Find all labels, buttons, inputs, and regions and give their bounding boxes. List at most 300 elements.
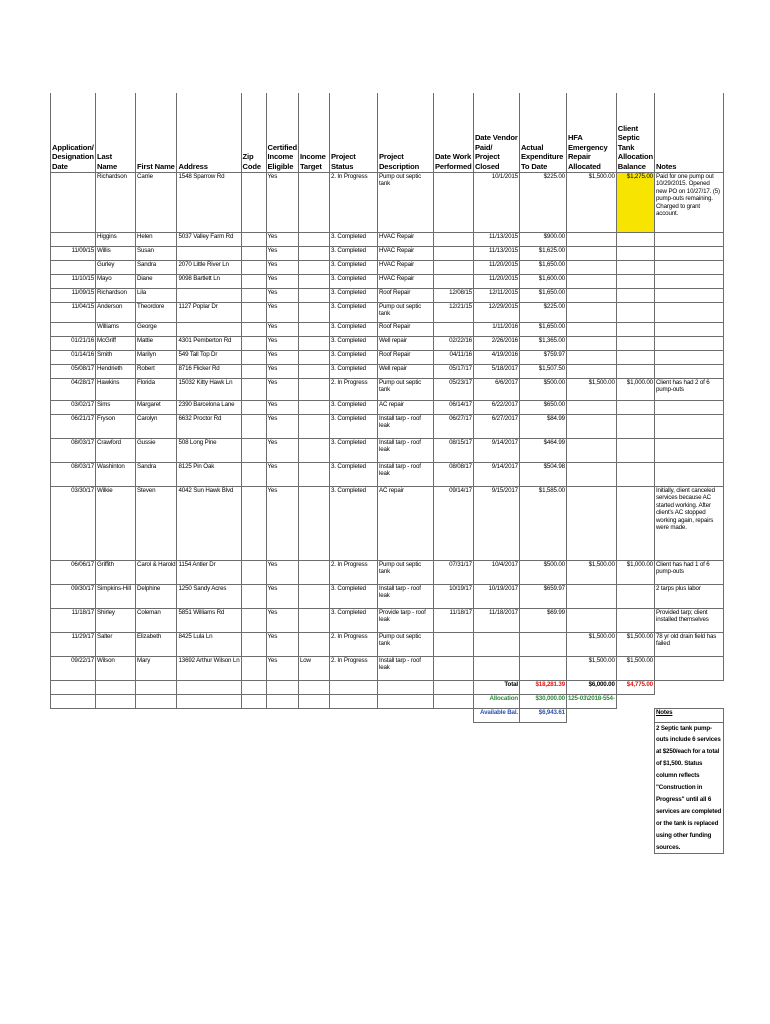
cell-date-paid: 12/11/2015 bbox=[473, 288, 519, 302]
cell-notes bbox=[654, 400, 723, 414]
cell-income-target bbox=[298, 632, 329, 656]
allocation-label: Allocation bbox=[473, 694, 519, 708]
cell-notes bbox=[654, 260, 723, 274]
cell-address: 15032 Kitty Hawk Ln bbox=[177, 378, 241, 400]
cell-project-description: Pump out septic tank bbox=[377, 632, 433, 656]
cell-hfa-allocated bbox=[566, 364, 616, 378]
cell-address: 6632 Proctor Rd bbox=[177, 414, 241, 438]
cell-income-target bbox=[298, 232, 329, 246]
cell-project-status: 3. Completed bbox=[329, 364, 377, 378]
cell-date-work bbox=[433, 632, 473, 656]
col-header-target: Income Target bbox=[298, 93, 329, 172]
cell-income-target bbox=[298, 378, 329, 400]
total-row bbox=[51, 680, 724, 694]
cell-allocation-balance bbox=[616, 364, 654, 378]
cell-allocation-balance: $1,275.00 bbox=[616, 172, 654, 232]
cell-last-name: Wilson bbox=[96, 656, 136, 680]
cell-app-date: 08/03/17 bbox=[51, 462, 96, 486]
cell-project-description: Install tarp - roof leak bbox=[377, 584, 433, 608]
cell-last-name: McGriff bbox=[96, 336, 136, 350]
cell-hfa-allocated bbox=[566, 322, 616, 336]
cell-app-date: 01/14/16 bbox=[51, 350, 96, 364]
cell-app-date: 11/29/17 bbox=[51, 632, 96, 656]
cell-address: 5851 Williams Rd bbox=[177, 608, 241, 632]
cell-first-name: Carolyn bbox=[136, 414, 177, 438]
col-header-balance: Client Septic Tank Allocation Balance bbox=[616, 93, 654, 172]
table-row bbox=[51, 302, 724, 322]
cell-actual-expenditure: $1,625.00 bbox=[519, 246, 566, 260]
col-header-zip: Zip Code bbox=[241, 93, 266, 172]
cell-actual-expenditure: $225.00 bbox=[519, 172, 566, 232]
cell-address: 13692 Arthur Wilson Ln bbox=[177, 656, 241, 680]
cell-date-work: 10/19/17 bbox=[433, 584, 473, 608]
notes-box-row bbox=[51, 722, 724, 854]
table-row bbox=[51, 656, 724, 680]
cell-project-description: Pump out septic tank bbox=[377, 302, 433, 322]
cell-project-status: 3. Completed bbox=[329, 350, 377, 364]
cell-date-work bbox=[433, 260, 473, 274]
cell-address: 508 Long Pine bbox=[177, 438, 241, 462]
cell-address: 4301 Pemberton Rd bbox=[177, 336, 241, 350]
cell-zip-code bbox=[241, 274, 266, 288]
total-actual: $18,281.39 bbox=[519, 680, 566, 694]
cell-date-work: 11/18/17 bbox=[433, 608, 473, 632]
cell-last-name: Hawkins bbox=[96, 378, 136, 400]
cell-notes bbox=[654, 302, 723, 322]
allocation-row bbox=[51, 694, 724, 708]
cell-income-target bbox=[298, 584, 329, 608]
cell-project-description: Pump out septic tank bbox=[377, 172, 433, 232]
cell-address: 1154 Antler Dr bbox=[177, 560, 241, 584]
cell-first-name: Helen bbox=[136, 232, 177, 246]
cell-project-description: HVAC Repair bbox=[377, 232, 433, 246]
cell-income-eligible: Yes bbox=[266, 260, 298, 274]
cell-zip-code bbox=[241, 322, 266, 336]
cell-address: 1127 Poplar Dr bbox=[177, 302, 241, 322]
cell-actual-expenditure: $464.99 bbox=[519, 438, 566, 462]
cell-date-paid bbox=[473, 656, 519, 680]
cell-income-eligible: Yes bbox=[266, 462, 298, 486]
cell-notes bbox=[654, 246, 723, 260]
cell-notes bbox=[654, 414, 723, 438]
cell-address bbox=[177, 322, 241, 336]
cell-project-description: Provide tarp - roof leak bbox=[377, 608, 433, 632]
cell-hfa-allocated: $1,500.00 bbox=[566, 632, 616, 656]
cell-income-eligible: Yes bbox=[266, 438, 298, 462]
col-header-address: Address bbox=[177, 93, 241, 172]
cell-allocation-balance bbox=[616, 322, 654, 336]
cell-project-status: 3. Completed bbox=[329, 400, 377, 414]
cell-app-date bbox=[51, 322, 96, 336]
cell-project-description: AC repair bbox=[377, 400, 433, 414]
cell-date-paid: 6/6/2017 bbox=[473, 378, 519, 400]
cell-actual-expenditure bbox=[519, 656, 566, 680]
cell-zip-code bbox=[241, 560, 266, 584]
cell-zip-code bbox=[241, 632, 266, 656]
cell-income-target bbox=[298, 172, 329, 232]
cell-project-status: 2. In Progress bbox=[329, 560, 377, 584]
cell-income-eligible: Yes bbox=[266, 364, 298, 378]
cell-actual-expenditure: $1,585.00 bbox=[519, 486, 566, 560]
cell-zip-code bbox=[241, 486, 266, 560]
cell-actual-expenditure: $500.00 bbox=[519, 560, 566, 584]
cell-date-paid: 9/14/2017 bbox=[473, 438, 519, 462]
cell-date-work: 08/15/17 bbox=[433, 438, 473, 462]
cell-date-paid: 5/18/2017 bbox=[473, 364, 519, 378]
col-header-actual: Actual Expenditure To Date bbox=[519, 93, 566, 172]
cell-project-status: 2. In Progress bbox=[329, 378, 377, 400]
cell-address: 9098 Bartlett Ln bbox=[177, 274, 241, 288]
cell-last-name: Mayo bbox=[96, 274, 136, 288]
cell-project-description: Install tarp - roof leak bbox=[377, 438, 433, 462]
cell-zip-code bbox=[241, 336, 266, 350]
table-row bbox=[51, 274, 724, 288]
cell-project-description: HVAC Repair bbox=[377, 246, 433, 260]
cell-last-name: Fryson bbox=[96, 414, 136, 438]
cell-hfa-allocated: $1,500.00 bbox=[566, 560, 616, 584]
cell-income-eligible: Yes bbox=[266, 632, 298, 656]
cell-date-work: 12/08/15 bbox=[433, 288, 473, 302]
cell-address: 8716 Flicker Rd bbox=[177, 364, 241, 378]
project-table bbox=[50, 93, 724, 854]
cell-actual-expenditure: $500.00 bbox=[519, 378, 566, 400]
cell-address: 549 Tall Top Dr bbox=[177, 350, 241, 364]
cell-project-status: 3. Completed bbox=[329, 336, 377, 350]
cell-first-name: Gussie bbox=[136, 438, 177, 462]
cell-zip-code bbox=[241, 232, 266, 246]
cell-last-name: Sims bbox=[96, 400, 136, 414]
cell-date-work: 06/14/17 bbox=[433, 400, 473, 414]
cell-notes bbox=[654, 288, 723, 302]
cell-last-name: Washinton bbox=[96, 462, 136, 486]
cell-income-eligible: Yes bbox=[266, 608, 298, 632]
cell-app-date: 01/21/16 bbox=[51, 336, 96, 350]
cell-project-status: 3. Completed bbox=[329, 438, 377, 462]
cell-notes: Paid for one pump out 10/29/2015. Opened new PO on 10/27/17. (5) pump-outs remaining. Charged to grant account. bbox=[654, 172, 723, 232]
cell-income-target bbox=[298, 336, 329, 350]
cell-date-work bbox=[433, 246, 473, 260]
cell-income-eligible: Yes bbox=[266, 336, 298, 350]
cell-app-date: 06/21/17 bbox=[51, 414, 96, 438]
cell-allocation-balance bbox=[616, 584, 654, 608]
col-header-closed: Date Vendor Paid/ Project Closed bbox=[473, 93, 519, 172]
cell-first-name: Coleman bbox=[136, 608, 177, 632]
cell-zip-code bbox=[241, 260, 266, 274]
cell-date-paid: 10/1/2015 bbox=[473, 172, 519, 232]
cell-actual-expenditure: $69.99 bbox=[519, 608, 566, 632]
table-row bbox=[51, 288, 724, 302]
cell-income-eligible: Yes bbox=[266, 274, 298, 288]
allocation-value: $30,000.00 bbox=[519, 694, 566, 708]
cell-income-target bbox=[298, 288, 329, 302]
cell-address bbox=[177, 288, 241, 302]
cell-zip-code bbox=[241, 302, 266, 322]
table-row bbox=[51, 486, 724, 560]
cell-project-status: 3. Completed bbox=[329, 260, 377, 274]
cell-project-description: AC repair bbox=[377, 486, 433, 560]
cell-income-target bbox=[298, 260, 329, 274]
cell-address: 1548 Sparrow Rd bbox=[177, 172, 241, 232]
col-header-notes: Notes bbox=[654, 93, 723, 172]
cell-last-name: Gurley bbox=[96, 260, 136, 274]
table-row bbox=[51, 414, 724, 438]
cell-hfa-allocated bbox=[566, 302, 616, 322]
cell-last-name: Shirley bbox=[96, 608, 136, 632]
cell-app-date: 04/28/17 bbox=[51, 378, 96, 400]
cell-actual-expenditure: $84.99 bbox=[519, 414, 566, 438]
cell-hfa-allocated bbox=[566, 608, 616, 632]
available-label: Available Bal. bbox=[473, 708, 519, 722]
cell-actual-expenditure: $659.97 bbox=[519, 584, 566, 608]
cell-income-eligible: Yes bbox=[266, 656, 298, 680]
cell-app-date: 05/08/17 bbox=[51, 364, 96, 378]
cell-last-name: Wilkie bbox=[96, 486, 136, 560]
table-row bbox=[51, 260, 724, 274]
cell-first-name: Mary bbox=[136, 656, 177, 680]
cell-allocation-balance bbox=[616, 486, 654, 560]
cell-income-target bbox=[298, 438, 329, 462]
cell-last-name: Williams bbox=[96, 322, 136, 336]
cell-app-date: 11/04/15 bbox=[51, 302, 96, 322]
cell-first-name: Elizabeth bbox=[136, 632, 177, 656]
cell-project-status: 3. Completed bbox=[329, 246, 377, 260]
cell-app-date bbox=[51, 172, 96, 232]
cell-hfa-allocated: $1,500.00 bbox=[566, 378, 616, 400]
cell-zip-code bbox=[241, 378, 266, 400]
cell-address: 2070 Little River Ln bbox=[177, 260, 241, 274]
cell-first-name: Diane bbox=[136, 274, 177, 288]
cell-allocation-balance bbox=[616, 260, 654, 274]
cell-date-paid: 11/20/2015 bbox=[473, 274, 519, 288]
cell-allocation-balance bbox=[616, 462, 654, 486]
cell-actual-expenditure: $759.97 bbox=[519, 350, 566, 364]
cell-income-target bbox=[298, 274, 329, 288]
cell-project-status: 3. Completed bbox=[329, 486, 377, 560]
cell-date-paid: 9/14/2017 bbox=[473, 462, 519, 486]
cell-date-work: 09/14/17 bbox=[433, 486, 473, 560]
cell-actual-expenditure bbox=[519, 632, 566, 656]
cell-hfa-allocated bbox=[566, 232, 616, 246]
cell-zip-code bbox=[241, 246, 266, 260]
available-value: $6,943.61 bbox=[519, 708, 566, 722]
cell-project-description: Pump out septic tank bbox=[377, 378, 433, 400]
cell-first-name: Sandra bbox=[136, 260, 177, 274]
cell-zip-code bbox=[241, 364, 266, 378]
cell-project-status: 3. Completed bbox=[329, 584, 377, 608]
cell-hfa-allocated: $1,500.00 bbox=[566, 656, 616, 680]
table-row bbox=[51, 322, 724, 336]
cell-date-work bbox=[433, 232, 473, 246]
cell-actual-expenditure: $900.00 bbox=[519, 232, 566, 246]
cell-date-work: 06/27/17 bbox=[433, 414, 473, 438]
cell-income-target bbox=[298, 486, 329, 560]
cell-project-description: Roof Repair bbox=[377, 350, 433, 364]
cell-address bbox=[177, 246, 241, 260]
cell-date-work: 12/21/15 bbox=[433, 302, 473, 322]
cell-project-status: 3. Completed bbox=[329, 288, 377, 302]
col-header-first: First Name bbox=[136, 93, 177, 172]
cell-project-status: 2. In Progress bbox=[329, 656, 377, 680]
cell-income-eligible: Yes bbox=[266, 302, 298, 322]
cell-actual-expenditure: $504.98 bbox=[519, 462, 566, 486]
cell-hfa-allocated bbox=[566, 414, 616, 438]
cell-allocation-balance bbox=[616, 350, 654, 364]
allocation-code: 125-03\2018-554- bbox=[566, 694, 616, 708]
cell-address: 5037 Valley Farm Rd bbox=[177, 232, 241, 246]
cell-first-name: Margaret bbox=[136, 400, 177, 414]
cell-income-eligible: Yes bbox=[266, 246, 298, 260]
cell-app-date: 09/30/17 bbox=[51, 584, 96, 608]
cell-allocation-balance bbox=[616, 336, 654, 350]
table-row bbox=[51, 350, 724, 364]
cell-first-name: Theordore bbox=[136, 302, 177, 322]
cell-notes bbox=[654, 364, 723, 378]
cell-income-eligible: Yes bbox=[266, 378, 298, 400]
cell-first-name: Susan bbox=[136, 246, 177, 260]
cell-last-name: Salter bbox=[96, 632, 136, 656]
table-row bbox=[51, 462, 724, 486]
cell-notes: Client has had 1 of 6 pump-outs bbox=[654, 560, 723, 584]
cell-project-status: 2. In Progress bbox=[329, 632, 377, 656]
cell-date-paid: 10/19/2017 bbox=[473, 584, 519, 608]
cell-allocation-balance: $1,500.00 bbox=[616, 656, 654, 680]
col-header-hfa: HFA Emergency Repair Allocated bbox=[566, 93, 616, 172]
total-label: Total bbox=[473, 680, 519, 694]
cell-date-work: 07/31/17 bbox=[433, 560, 473, 584]
cell-project-description: Well repair bbox=[377, 336, 433, 350]
cell-notes bbox=[654, 462, 723, 486]
cell-zip-code bbox=[241, 656, 266, 680]
cell-date-paid: 1/11/2016 bbox=[473, 322, 519, 336]
cell-actual-expenditure: $1,650.00 bbox=[519, 288, 566, 302]
cell-last-name: Smith bbox=[96, 350, 136, 364]
cell-date-work: 02/22/16 bbox=[433, 336, 473, 350]
cell-income-eligible: Yes bbox=[266, 350, 298, 364]
cell-address: 1250 Sandy Acres bbox=[177, 584, 241, 608]
cell-income-eligible: Yes bbox=[266, 486, 298, 560]
cell-last-name: Willis bbox=[96, 246, 136, 260]
cell-date-paid: 11/13/2015 bbox=[473, 232, 519, 246]
col-header-description: Project Description bbox=[377, 93, 433, 172]
cell-notes: 2 tarps plus labor bbox=[654, 584, 723, 608]
notes-box-title: Notes bbox=[654, 708, 723, 722]
cell-date-paid: 11/18/2017 bbox=[473, 608, 519, 632]
cell-last-name: Richardson bbox=[96, 172, 136, 232]
cell-hfa-allocated bbox=[566, 336, 616, 350]
cell-date-work: 08/08/17 bbox=[433, 462, 473, 486]
cell-project-status: 3. Completed bbox=[329, 302, 377, 322]
cell-last-name: Anderson bbox=[96, 302, 136, 322]
cell-first-name: George bbox=[136, 322, 177, 336]
cell-notes bbox=[654, 274, 723, 288]
cell-hfa-allocated bbox=[566, 260, 616, 274]
cell-income-target bbox=[298, 414, 329, 438]
cell-project-status: 3. Completed bbox=[329, 608, 377, 632]
cell-date-paid: 2/26/2016 bbox=[473, 336, 519, 350]
cell-income-target bbox=[298, 302, 329, 322]
cell-allocation-balance bbox=[616, 438, 654, 462]
cell-allocation-balance: $1,500.00 bbox=[616, 632, 654, 656]
table-row bbox=[51, 560, 724, 584]
cell-app-date: 06/06/17 bbox=[51, 560, 96, 584]
cell-allocation-balance bbox=[616, 414, 654, 438]
cell-app-date: 11/10/15 bbox=[51, 274, 96, 288]
cell-first-name: Sandra bbox=[136, 462, 177, 486]
cell-last-name: Hendrieth bbox=[96, 364, 136, 378]
cell-date-paid: 12/29/2015 bbox=[473, 302, 519, 322]
cell-date-work bbox=[433, 274, 473, 288]
cell-allocation-balance bbox=[616, 274, 654, 288]
cell-income-eligible: Yes bbox=[266, 232, 298, 246]
cell-allocation-balance bbox=[616, 302, 654, 322]
cell-project-status: 3. Completed bbox=[329, 322, 377, 336]
cell-project-description: Install tarp - roof leak bbox=[377, 656, 433, 680]
cell-income-target bbox=[298, 350, 329, 364]
cell-project-description: Roof Repair bbox=[377, 322, 433, 336]
cell-app-date: 09/22/17 bbox=[51, 656, 96, 680]
cell-income-eligible: Yes bbox=[266, 322, 298, 336]
cell-income-eligible: Yes bbox=[266, 288, 298, 302]
cell-date-paid: 6/27/2017 bbox=[473, 414, 519, 438]
cell-zip-code bbox=[241, 288, 266, 302]
table-row bbox=[51, 632, 724, 656]
cell-date-work bbox=[433, 172, 473, 232]
cell-project-status: 3. Completed bbox=[329, 274, 377, 288]
table-row bbox=[51, 232, 724, 246]
cell-income-eligible: Yes bbox=[266, 560, 298, 584]
table-row bbox=[51, 584, 724, 608]
cell-hfa-allocated bbox=[566, 400, 616, 414]
spreadsheet bbox=[50, 93, 724, 854]
cell-income-eligible: Yes bbox=[266, 172, 298, 232]
cell-actual-expenditure: $1,365.00 bbox=[519, 336, 566, 350]
cell-hfa-allocated bbox=[566, 350, 616, 364]
col-header-eligible: Certified Income Eligible bbox=[266, 93, 298, 172]
cell-app-date bbox=[51, 232, 96, 246]
cell-address: 8125 Pin Oak bbox=[177, 462, 241, 486]
cell-hfa-allocated bbox=[566, 462, 616, 486]
table-row bbox=[51, 608, 724, 632]
cell-address: 4042 Sun Hawk Blvd bbox=[177, 486, 241, 560]
total-balance: $4,775.00 bbox=[616, 680, 654, 694]
cell-actual-expenditure: $1,600.00 bbox=[519, 274, 566, 288]
cell-zip-code bbox=[241, 414, 266, 438]
cell-date-paid bbox=[473, 632, 519, 656]
cell-last-name: Simpkins-Hill bbox=[96, 584, 136, 608]
cell-hfa-allocated bbox=[566, 438, 616, 462]
cell-notes bbox=[654, 322, 723, 336]
cell-income-target: Low bbox=[298, 656, 329, 680]
cell-date-work bbox=[433, 322, 473, 336]
cell-project-description: HVAC Repair bbox=[377, 260, 433, 274]
cell-zip-code bbox=[241, 438, 266, 462]
cell-project-status: 3. Completed bbox=[329, 232, 377, 246]
cell-project-description: Install tarp - roof leak bbox=[377, 462, 433, 486]
cell-last-name: Richardson bbox=[96, 288, 136, 302]
cell-project-description: Well repair bbox=[377, 364, 433, 378]
cell-project-status: 3. Completed bbox=[329, 414, 377, 438]
cell-first-name: Carrie bbox=[136, 172, 177, 232]
table-row bbox=[51, 172, 724, 232]
table-row bbox=[51, 336, 724, 350]
col-header-app: Application/ Designation Date bbox=[51, 93, 96, 172]
cell-date-paid: 6/22/2017 bbox=[473, 400, 519, 414]
cell-actual-expenditure: $1,650.00 bbox=[519, 322, 566, 336]
cell-hfa-allocated bbox=[566, 274, 616, 288]
cell-notes bbox=[654, 336, 723, 350]
table-row bbox=[51, 378, 724, 400]
cell-app-date: 11/09/15 bbox=[51, 288, 96, 302]
